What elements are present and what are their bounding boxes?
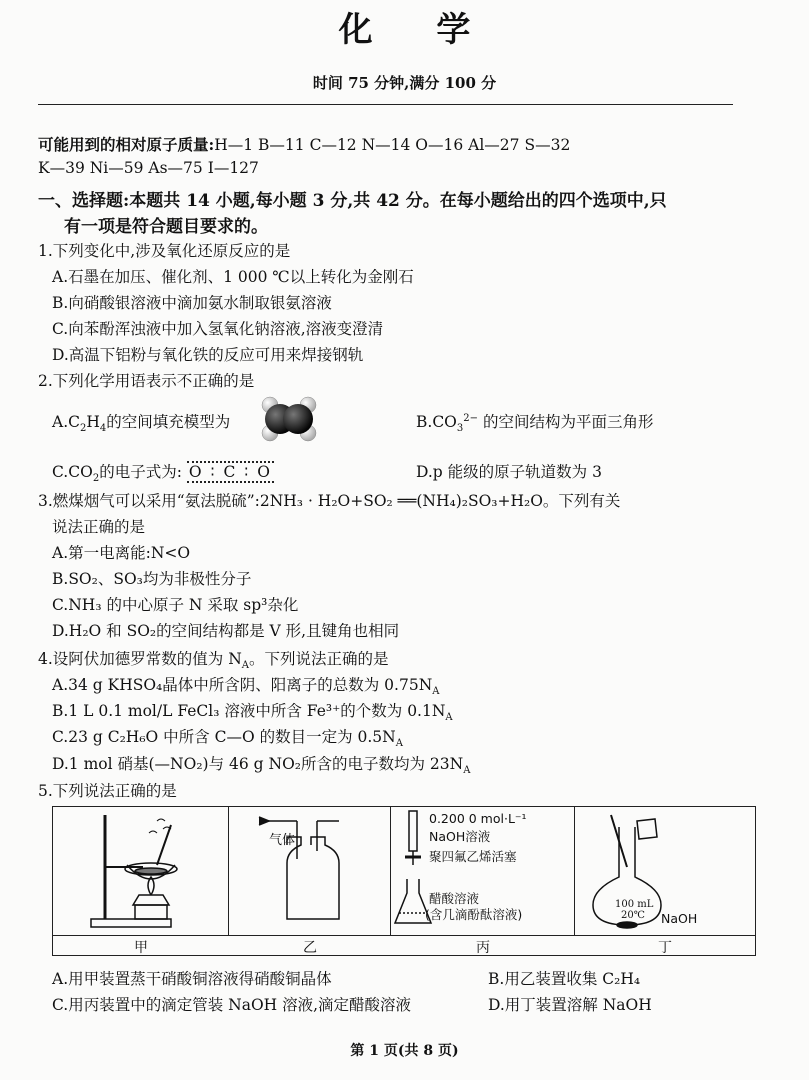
q4-stem (38, 647, 389, 672)
flask-temperature-label: 20℃ (621, 910, 645, 921)
atomic-masses-line1 (38, 133, 570, 155)
apparatus-cell-bing (391, 807, 575, 935)
q2-b-sup: 2− (463, 412, 479, 424)
q4-option-d (52, 752, 471, 777)
naoh-concentration-label: 0.200 0 mol·L⁻¹ (429, 811, 527, 826)
label-yi: 乙 (303, 940, 317, 956)
label-ding: 丁 (658, 940, 672, 956)
gas-washing-bottle-icon (229, 807, 389, 935)
q2-a-sub: 2 (79, 423, 87, 435)
q2-a-text3: 的空间填充模型为 (106, 413, 231, 431)
q4-a-sub: A (432, 686, 440, 698)
apparatus-cell-jia (53, 807, 229, 935)
indicator-label: (含几滴酚酞溶液) (425, 907, 523, 922)
q4-option-b (52, 699, 453, 724)
q2-option-c (52, 460, 274, 485)
atomic-masses-values1: H—1 B—11 C—12 N—14 O—16 Al—27 S—32 (214, 136, 571, 154)
q2-b-text: B.CO (416, 413, 457, 431)
label-jia: 甲 (134, 940, 148, 956)
page-footer: 第 1 页(共 8 页) (350, 1043, 459, 1059)
q2-option-d: D.p 能级的原子轨道数为 3 (416, 463, 602, 481)
q2-a-sub2: 4 (99, 423, 107, 435)
q2-c-sub: 2 (92, 473, 100, 485)
q4-a-text: A.34 g KHSO₄晶体中所含阴、阳离子的总数为 0.75N (52, 676, 433, 694)
ptfe-stopcock-label: 聚四氟乙烯活塞 (429, 849, 517, 864)
q3-option-a: A.第一电离能:N<O (52, 544, 191, 562)
q2-c-text: C.CO (52, 463, 93, 481)
q4-d-sub: A (463, 765, 471, 777)
q4-b-sub: A (445, 712, 453, 724)
q3-option-b: B.SO₂、SO₃均为非极性分子 (52, 570, 252, 588)
exam-time-info: 时间 75 分钟,满分 100 分 (312, 74, 497, 92)
q1-stem: 1.下列变化中,涉及氧化还原反应的是 (38, 242, 291, 260)
q3-option-c: C.NH₃ 的中心原子 N 采取 sp³杂化 (52, 596, 299, 614)
q4-option-a (52, 673, 440, 698)
q4-c-text: C.23 g C₂H₆O 中所含 C—O 的数目一定为 0.5N (52, 728, 396, 746)
evaporation-apparatus-icon (53, 807, 227, 935)
q2-option-a (52, 410, 231, 435)
q4-stem-sub: A (241, 660, 250, 672)
q3-stem-line1: 3.燃煤烟气可以采用“氨法脱硫”:2NH₃ · H₂O+SO₂ ══(NH₄)₂SO₃+H₂O。下列有关 (38, 492, 621, 510)
q5-option-a: A.用甲装置蒸干硝酸铜溶液得硝酸铜晶体 (52, 970, 332, 988)
q5-option-c: C.用丙装置中的滴定管装 NaOH 溶液,滴定醋酸溶液 (52, 996, 412, 1014)
q4-stem-text: 4.设阿伏加德罗常数的值为 N (38, 650, 242, 668)
q1-option-d: D.高温下铝粉与氧化铁的反应可用来焊接钢轨 (52, 346, 364, 364)
q2-b-text2: 的空间结构为平面三角形 (478, 413, 654, 431)
q2-c-text2: 的电子式为: (99, 463, 182, 481)
q4-option-c (52, 725, 403, 750)
label-bing: 丙 (476, 940, 490, 956)
q4-d-text: D.1 mol 硝基(—NO₂)与 46 g NO₂所含的电子数均为 23N (52, 755, 464, 773)
q4-b-text: B.1 L 0.1 mol/L FeCl₃ 溶液中所含 Fe³⁺的个数为 0.1N (52, 702, 446, 720)
apparatus-cell-yi (229, 807, 391, 935)
q2-option-b (416, 410, 654, 435)
q2-b-sub: 3 (456, 423, 464, 435)
naoh-solution-label: NaOH溶液 (429, 829, 491, 844)
atomic-masses-values2: K—39 Ni—59 As—75 I—127 (38, 159, 259, 177)
q5-stem: 5.下列说法正确的是 (38, 782, 177, 800)
q1-option-b: B.向硝酸银溶液中滴加氨水制取银氨溶液 (52, 294, 332, 312)
apparatus-table (52, 806, 756, 956)
apparatus-label-row (53, 935, 755, 956)
q1-option-a: A.石墨在加压、催化剂、1 000 ℃以上转化为金刚石 (52, 268, 414, 286)
section-heading-line2: 有一项是符合题目要求的。 (64, 217, 268, 237)
q4-stem-text2: 。下列说法正确的是 (249, 650, 389, 668)
naoh-label: NaOH (661, 911, 698, 926)
header-divider (38, 104, 733, 105)
q3-option-d: D.H₂O 和 SO₂的空间结构都是 V 形,且键角也相同 (52, 622, 400, 640)
apparatus-cell-ding (575, 807, 755, 935)
q1-option-c: C.向苯酚浑浊液中加入氢氧化钠溶液,溶液变澄清 (52, 320, 384, 338)
acetic-acid-label: 醋酸溶液 (429, 891, 480, 906)
section-heading-line1: 一、选择题:本题共 14 小题,每小题 3 分,共 42 分。在每小题给出的四个选项中,只 (38, 191, 667, 211)
q5-option-d: D.用丁装置溶解 NaOH (488, 996, 652, 1014)
q2-a-text: A.C (52, 413, 80, 431)
co2-electron-formula: O ∶ C ∶ O (188, 463, 272, 481)
gas-label: 气体 (269, 833, 296, 848)
q5-option-b: B.用乙装置收集 C₂H₄ (488, 970, 641, 988)
q2-stem: 2.下列化学用语表示不正确的是 (38, 372, 255, 390)
q2-a-text2: H (86, 413, 100, 431)
flask-volume-label: 100 mL (615, 899, 654, 910)
ethylene-space-filling-model-icon (256, 393, 322, 445)
q3-stem-line2: 说法正确的是 (52, 518, 146, 536)
q4-c-sub: A (395, 738, 403, 750)
page-title: 化 学 (338, 10, 497, 50)
atomic-masses-label: 可能用到的相对原子质量: (38, 135, 215, 154)
